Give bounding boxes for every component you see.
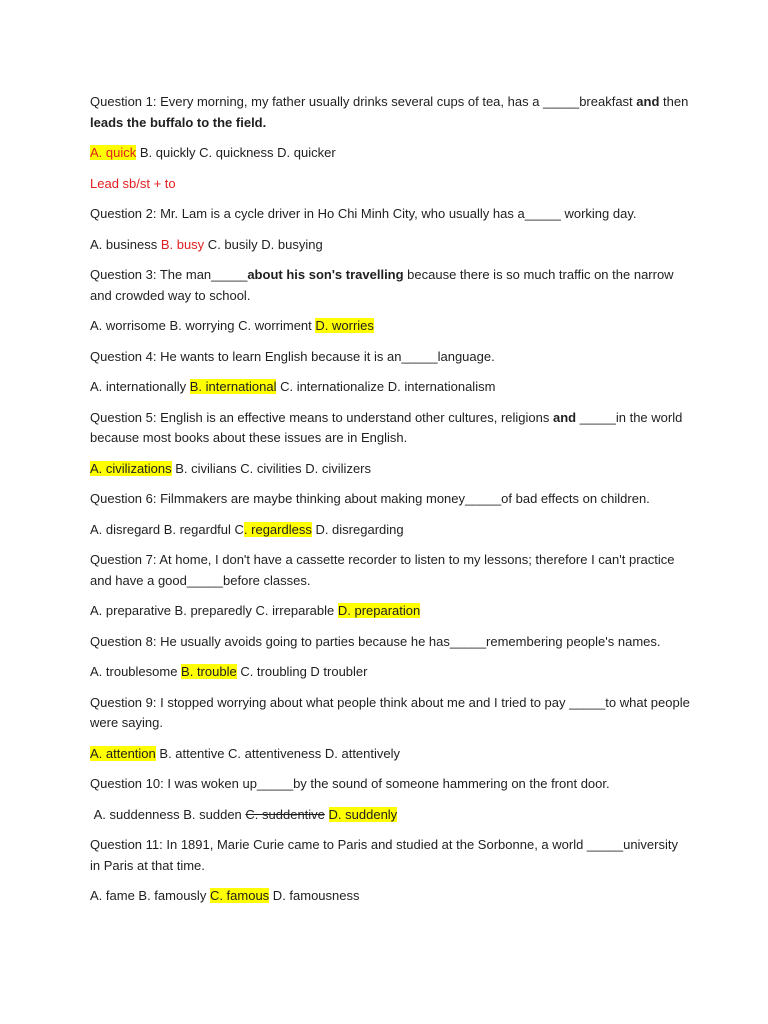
paragraph [90, 774, 690, 795]
paragraph [90, 662, 690, 683]
paragraph [90, 235, 690, 256]
text-run: and [552, 409, 577, 425]
paragraph [90, 347, 690, 368]
text-run: C. internationalize D. internationalism [276, 379, 496, 394]
highlighted-answer: D. preparation [337, 603, 421, 618]
paragraph [90, 408, 690, 449]
text-run: Question 2: Mr. Lam is a cycle driver in Ho Chi Minh City, who usually has a_____ working day. [90, 206, 637, 221]
text-run: B. quickly C. quickness D. quicker [136, 145, 336, 160]
highlighted-answer: D. worries [315, 318, 374, 333]
text-run: C. troubling D troubler [236, 664, 368, 679]
text-run: D. disregarding [311, 521, 404, 537]
paragraph [90, 459, 690, 480]
text-run: because there is so much traffic on the narrow and crowded way to school. [90, 267, 678, 303]
document-body [90, 92, 694, 917]
text-run: A. preparative B. preparedly C. irreparable [90, 603, 338, 618]
text-run: Question 8: He usually avoids going to parties because he has_____remembering people's names. [90, 633, 661, 649]
paragraph [90, 92, 690, 133]
text-run: A. business [90, 236, 161, 252]
text-run: A. worrisome B. worrying C. worriment [90, 318, 316, 333]
paragraph [90, 520, 690, 541]
paragraph [90, 316, 690, 337]
text-run: _____in the world because most books about these issues are in English. [90, 409, 686, 445]
text-run: C. busily D. busying [204, 236, 323, 252]
paragraph [90, 693, 694, 734]
text-run: Question 10: I was woken up_____by the sound of someone hammering on the front door. [90, 776, 610, 791]
text-run: A. internationally [90, 379, 190, 394]
paragraph [90, 143, 690, 164]
text-run: Question 5: English is an effective means to understand other cultures, religions [90, 409, 553, 425]
paragraph [90, 886, 690, 907]
text-run: and [636, 94, 660, 109]
paragraph [90, 744, 690, 765]
text-run: A. suddenness B. sudden [90, 806, 246, 822]
paragraph [90, 550, 690, 591]
text-run: leads the buffalo to the field. [90, 114, 267, 130]
highlighted-answer: B. international [189, 379, 277, 394]
highlighted-answer: A. civilizations [90, 460, 172, 476]
highlighted-answer: B. trouble [181, 664, 237, 679]
text-run: then [659, 94, 692, 109]
paragraph [90, 204, 690, 225]
highlighted-answer: D. suddenly [328, 806, 398, 822]
text-run: A. disregard B. regardful C [90, 521, 244, 537]
paragraph [90, 265, 690, 306]
paragraph [90, 377, 690, 398]
paragraph [90, 632, 690, 653]
text-run [325, 807, 329, 822]
text-run: Question 1: Every morning, my father usually drinks several cups of tea, has a _____breakfast [90, 94, 637, 109]
text-run: Question 6: Filmmakers are maybe thinking about making money_____of bad effects on children. [90, 491, 650, 506]
text-run: Question 11: In 1891, Marie Curie came to Paris and studied at the Sorbonne, a world _____university in Paris at that time. [90, 837, 682, 873]
text-run: Question 7: At home, I don't have a cassette recorder to listen to my lessons; therefore I can't practice and have a good_____before classes. [90, 552, 679, 588]
text-run: B. attentive C. attentiveness D. attentively [155, 745, 401, 761]
highlighted-answer: A. attention [90, 745, 156, 761]
text-run: Question 3: The man_____ [90, 267, 248, 282]
red-text: B. busy [160, 236, 205, 252]
paragraph [90, 489, 690, 510]
text-run: C. suddentive [245, 806, 325, 822]
paragraph [90, 835, 690, 876]
highlighted-answer: A. quick [90, 145, 137, 160]
red-text: Lead sb/st + to [90, 175, 176, 191]
text-run: A. troublesome [90, 664, 182, 679]
paragraph [90, 174, 690, 195]
text-run: about his son's travelling [247, 267, 404, 282]
text-run: Question 4: He wants to learn English because it is an_____language. [90, 348, 495, 364]
text-run: D. famousness [269, 888, 360, 903]
highlighted-answer: . regardless [243, 521, 312, 537]
text-run: B. civilians C. civilities D. civilizers [171, 460, 372, 476]
highlighted-answer: C. famous [209, 888, 270, 903]
paragraph [90, 601, 690, 622]
paragraph [90, 805, 690, 826]
text-run: A. fame B. famously [90, 888, 210, 903]
text-run: Question 9: I stopped worrying about what people think about me and I tried to pay _____to what people were saying. [90, 694, 694, 730]
